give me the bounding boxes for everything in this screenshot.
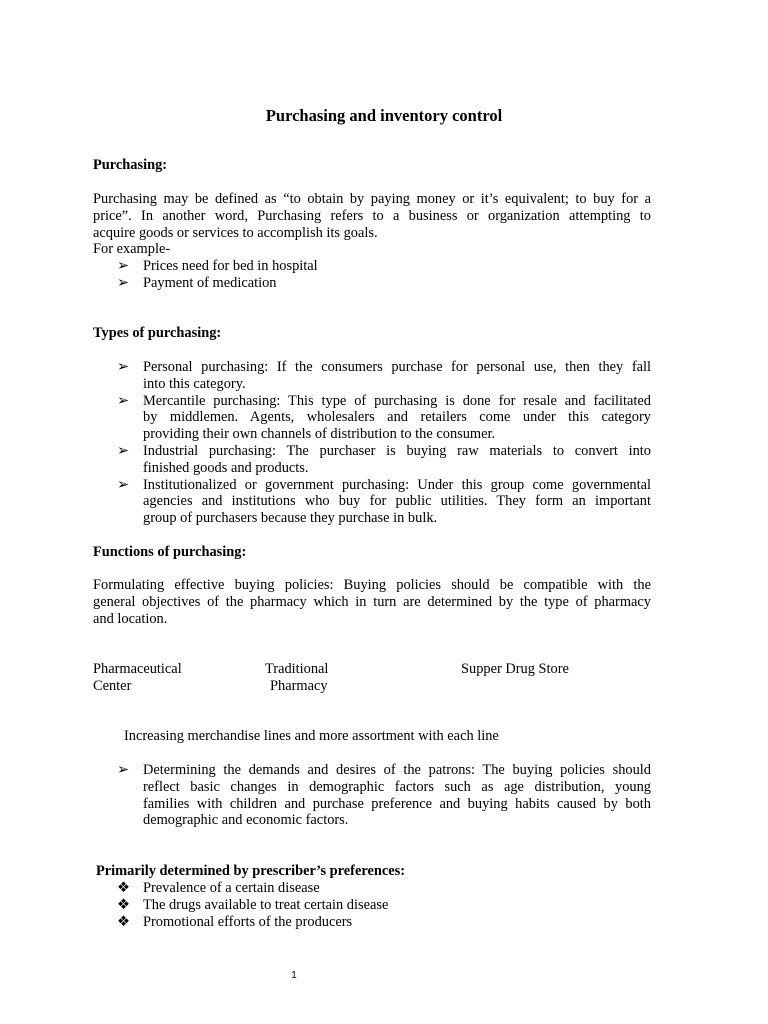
definition-line: Purchasing may be defined as “to obtain by paying money or it’s equivalent; to buy for a bbox=[93, 191, 651, 207]
arrow-bullet-icon: ➢ bbox=[117, 476, 130, 493]
prescriber-list bbox=[0, 880, 388, 930]
example-list bbox=[0, 258, 318, 292]
list-item: ❖ Promotional efforts of the producers bbox=[117, 913, 353, 930]
types-heading: Types of purchasing: bbox=[93, 325, 222, 341]
pharmacy-type-pharmaceutical-center: Pharmaceutical Center bbox=[93, 661, 182, 694]
list-item: ❖ Prevalence of a certain disease bbox=[117, 880, 320, 896]
functions-heading: Functions of purchasing: bbox=[93, 544, 247, 560]
arrow-bullet-icon: ➢ bbox=[117, 762, 130, 778]
pharmacy-type-supper-drug-store: Supper Drug Store bbox=[461, 661, 569, 677]
list-item: ❖ The drugs available to treat certain disease bbox=[117, 896, 389, 913]
definition-line: acquire goods or services to accomplish its goals. bbox=[93, 224, 378, 241]
diamond-bullet-icon: ❖ bbox=[117, 913, 130, 930]
page-number: 1 bbox=[291, 970, 297, 981]
example-label: For example- bbox=[93, 241, 171, 258]
list-item: ➢ Mercantile purchasing: This type of purchasing is done for resale and facilitated by middlemen. Agents, wholesalers and retailers come under this category providing their own channels of distribution to the consumer. bbox=[117, 392, 651, 443]
list-item: ➢ Prices need for bed in hospital bbox=[117, 258, 318, 274]
pharmacy-type-traditional: Traditional Pharmacy bbox=[265, 661, 329, 694]
merchandise-line: Increasing merchandise lines and more assortment with each line bbox=[124, 728, 499, 744]
list-item: ➢ Personal purchasing: If the consumers purchase for personal use, then they fall into this category. bbox=[117, 359, 651, 392]
definition-line: price”. In another word, Purchasing refers to a business or organization attempting to bbox=[93, 207, 651, 224]
diamond-bullet-icon: ❖ bbox=[117, 896, 130, 913]
arrow-bullet-icon: ➢ bbox=[117, 274, 130, 291]
types-list bbox=[0, 359, 651, 527]
arrow-bullet-icon: ➢ bbox=[117, 258, 130, 274]
page-title: Purchasing and inventory control bbox=[265, 106, 503, 125]
arrow-bullet-icon: ➢ bbox=[117, 359, 130, 375]
purchasing-heading: Purchasing: bbox=[93, 157, 168, 173]
diamond-bullet-icon: ❖ bbox=[117, 880, 130, 896]
prescriber-heading: Primarily determined by prescriber’s preferences: bbox=[96, 863, 406, 879]
purchasing-definition bbox=[93, 191, 651, 258]
demand-list bbox=[0, 762, 651, 829]
list-item: ➢ Institutionalized or government purchasing: Under this group come governmental agencies and institutions who buy for public utilities. They form an important group of purchasers because they purchase in bulk. bbox=[117, 476, 651, 527]
list-item: ➢ Determining the demands and desires of the patrons: The buying policies should reflect basic changes in demographic factors such as age distribution, young families with children and purchase preference and buying habits caused by both demographic and economic factors. bbox=[117, 762, 651, 829]
functions-paragraph: Formulating effective buying policies: Buying policies should be compatible with the general objectives of the pharmacy which in turn are determined by the type of pharmacy and location. bbox=[93, 577, 651, 627]
arrow-bullet-icon: ➢ bbox=[117, 442, 130, 459]
list-item: ➢ Payment of medication bbox=[117, 274, 277, 291]
arrow-bullet-icon: ➢ bbox=[117, 392, 130, 409]
list-item: ➢ Industrial purchasing: The purchaser is buying raw materials to convert into finished goods and products. bbox=[117, 442, 651, 476]
